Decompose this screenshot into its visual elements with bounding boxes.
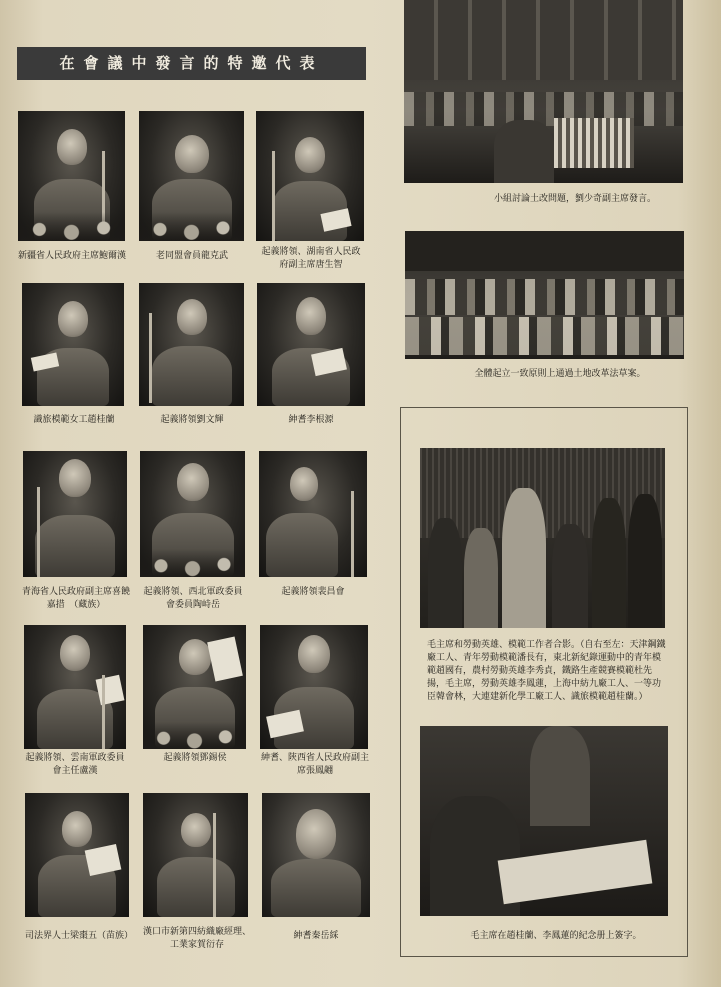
signing-photo xyxy=(420,726,668,916)
group-photo xyxy=(420,448,665,628)
portrait-photo xyxy=(143,793,248,917)
caption: 全體起立一致原則上通過土地改革法草案。 xyxy=(474,369,646,379)
portrait-photo xyxy=(140,451,245,577)
portrait-photo xyxy=(24,625,126,749)
caption: 起義將領鄧錫侯 xyxy=(163,753,227,763)
portrait-photo xyxy=(256,111,364,241)
portrait-photo xyxy=(262,793,370,917)
caption: 青海省人民政府副主席喜饒嘉措 （藏族） xyxy=(21,587,130,610)
caption: 紳耆、陝西省人民政府副主席張鳳翽 xyxy=(260,753,369,776)
caption: 紳耆秦岳綵 xyxy=(293,931,339,941)
caption: 起義將領、西北軍政委員會委員陶峙岳 xyxy=(143,587,243,610)
caption: 起義將領裴昌會 xyxy=(281,587,345,597)
portrait-photo xyxy=(18,111,125,241)
meeting-photo-middle xyxy=(405,231,684,359)
caption: 起義將領、湖南省人民政府副主席唐生智 xyxy=(261,247,361,270)
feature-box xyxy=(400,407,688,957)
caption: 老同盟會員龍克武 xyxy=(155,251,228,261)
portrait-photo xyxy=(143,625,246,749)
portrait-photo xyxy=(23,451,127,577)
caption: 毛主席和勞動英雄、模範工作者合影。（自右至左：天津鋼鐵廠工人、青年勞動模範潘長有，東北新紀錄運動中的青年模範趙國有，農村勞動英雄李秀貞，鐵路生產競賽模範杜先揚，毛主席，勞動英雄李鳳蓮，上海中紡九廠工人、一等功臣韓會林，大連建新化學工廠工人、識旅模範趙桂蘭。） xyxy=(427,640,666,702)
meeting-photo-top xyxy=(404,0,683,183)
caption: 小組討論土改問題，劉少奇副主席發言。 xyxy=(493,194,656,204)
caption: 識旅模範女工趙桂蘭 xyxy=(33,415,115,425)
portrait-photo xyxy=(259,451,367,577)
caption: 毛主席在趙桂蘭、李鳳蓮的紀念册上簽字。 xyxy=(470,931,642,941)
portrait-photo xyxy=(25,793,129,917)
caption: 起義將領劉文輝 xyxy=(160,415,224,425)
section-banner: 在會議中發言的特邀代表 xyxy=(17,47,366,80)
caption: 起義將領、雲南軍政委員會主任盧漢 xyxy=(25,753,125,776)
portrait-photo xyxy=(22,283,124,406)
portrait-photo xyxy=(139,111,244,241)
portrait-photo xyxy=(257,283,365,406)
portrait-photo xyxy=(260,625,368,749)
portrait-photo xyxy=(139,283,244,406)
caption: 新疆省人民政府主席鮑爾漢 xyxy=(17,251,126,261)
caption: 紳耆李根源 xyxy=(288,415,334,425)
caption: 漢口市新第四紡織廠經理、工業家賀衍存 xyxy=(143,927,252,950)
caption: 司法界人士梁棗五（苗族） xyxy=(25,931,134,941)
